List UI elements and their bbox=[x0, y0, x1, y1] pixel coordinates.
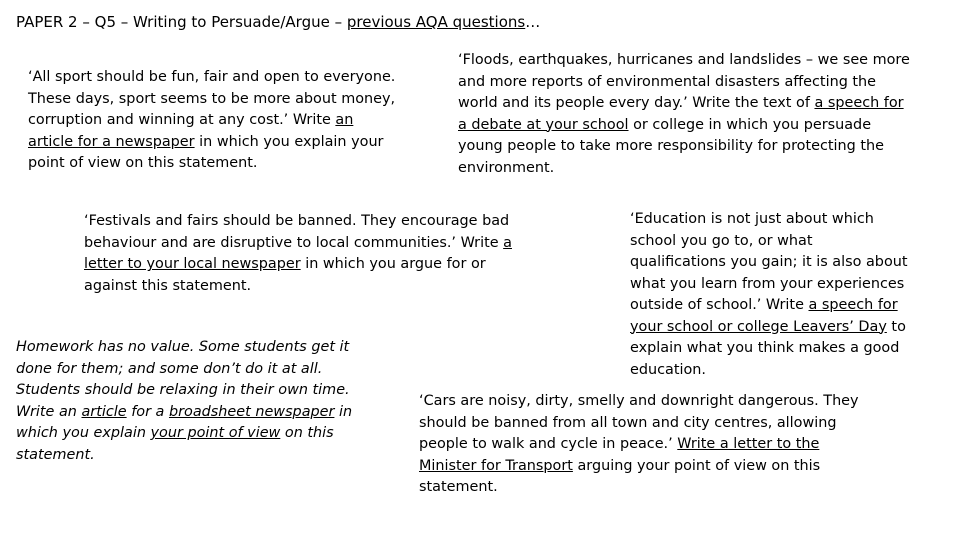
text-line: ‘Festivals and fairs should be banned. They encourage bad bbox=[84, 213, 510, 229]
text-span: to bbox=[886, 318, 906, 335]
question-festivals bbox=[84, 211, 512, 297]
text-span: or college in which you persuade bbox=[628, 116, 872, 133]
text-line bbox=[28, 110, 395, 132]
question-sport bbox=[28, 67, 395, 175]
text-span: for a bbox=[126, 403, 169, 420]
text-line: school you go to, or what bbox=[630, 232, 813, 249]
underlined-text: article bbox=[81, 403, 127, 420]
text-line bbox=[630, 295, 908, 317]
text-line: and more reports of environmental disasters affecting the bbox=[458, 73, 877, 90]
text-line: done for them; and some don’t do it at all. bbox=[16, 360, 323, 377]
text-line: ‘Cars are noisy, dirty, smelly and downright dangerous. They bbox=[419, 393, 859, 409]
text-line: against this statement. bbox=[84, 277, 252, 294]
question-cars bbox=[419, 391, 859, 499]
underlined-text: letter to your local newspaper bbox=[84, 256, 301, 272]
text-span: behaviour and are disruptive to local communities.’ Write bbox=[84, 234, 504, 251]
text-span: outside of school.’ Write bbox=[630, 297, 809, 313]
underlined-text: broadsheet newspaper bbox=[168, 403, 335, 420]
text-span: in bbox=[334, 403, 353, 420]
underlined-text: Write a letter to the bbox=[677, 436, 820, 452]
text-span: world and its people every day.’ Write the text of bbox=[458, 95, 815, 111]
text-line bbox=[630, 317, 908, 339]
text-line: point of view on this statement. bbox=[28, 155, 258, 171]
title-prefix: PAPER 2 – Q5 – Writing to Persuade/Argue – bbox=[16, 13, 347, 31]
text-line: should be banned from all town and city centres, allowing bbox=[419, 414, 837, 431]
text-span: which you explain bbox=[16, 425, 151, 441]
text-line bbox=[28, 132, 395, 154]
underlined-text: a speech for bbox=[808, 297, 898, 313]
text-line: explain what you think makes a good bbox=[630, 340, 900, 356]
underlined-text: your point of view bbox=[150, 425, 281, 441]
text-line bbox=[84, 254, 512, 276]
text-span: people to walk and cycle in peace.’ bbox=[419, 436, 678, 452]
underlined-text: your school or college Leavers’ Day bbox=[630, 318, 887, 335]
text-line: ‘Floods, earthquakes, hurricanes and landslides – we see more bbox=[458, 52, 910, 68]
text-span: in which you explain your bbox=[194, 133, 384, 150]
text-line: environment. bbox=[458, 159, 555, 176]
text-line bbox=[419, 434, 859, 456]
underlined-text: a debate at your school bbox=[458, 116, 629, 133]
text-line: Homework has no value. Some students get it bbox=[16, 339, 350, 355]
text-line bbox=[458, 115, 910, 137]
underlined-text: article for a newspaper bbox=[28, 133, 195, 150]
page-title bbox=[16, 12, 540, 32]
text-span: arguing your point of view on this bbox=[572, 457, 821, 474]
text-line bbox=[458, 93, 910, 115]
text-span: in which you argue for or bbox=[300, 256, 486, 272]
text-span: corruption and winning at any cost.’ Write bbox=[28, 112, 336, 128]
underlined-text: a speech for bbox=[814, 95, 904, 111]
text-line: statement. bbox=[419, 479, 498, 495]
text-span: Write an bbox=[16, 403, 82, 420]
title-link: previous AQA questions bbox=[346, 13, 526, 31]
question-environment bbox=[458, 50, 910, 179]
underlined-text: an bbox=[335, 112, 354, 128]
underlined-text: a bbox=[503, 234, 512, 251]
question-homework bbox=[16, 337, 352, 466]
title-suffix: … bbox=[525, 13, 541, 31]
underlined-text: Minister for Transport bbox=[419, 457, 573, 474]
text-line: statement. bbox=[16, 446, 95, 463]
text-line bbox=[16, 423, 352, 445]
text-line bbox=[84, 233, 512, 255]
text-line bbox=[16, 402, 352, 424]
text-line: what you learn from your experiences bbox=[630, 275, 905, 292]
question-education bbox=[630, 209, 908, 381]
text-line: These days, sport seems to be more about money, bbox=[28, 90, 396, 107]
text-line: Students should be relaxing in their own time. bbox=[16, 382, 350, 398]
text-line: qualifications you gain; it is also about bbox=[630, 254, 908, 270]
text-line: young people to take more responsibility for protecting the bbox=[458, 138, 884, 154]
text-line: education. bbox=[630, 361, 706, 378]
text-span: on this bbox=[280, 425, 334, 441]
text-line: ‘All sport should be fun, fair and open to everyone. bbox=[28, 69, 396, 85]
text-line: ‘Education is not just about which bbox=[630, 211, 874, 227]
text-line bbox=[419, 456, 859, 478]
